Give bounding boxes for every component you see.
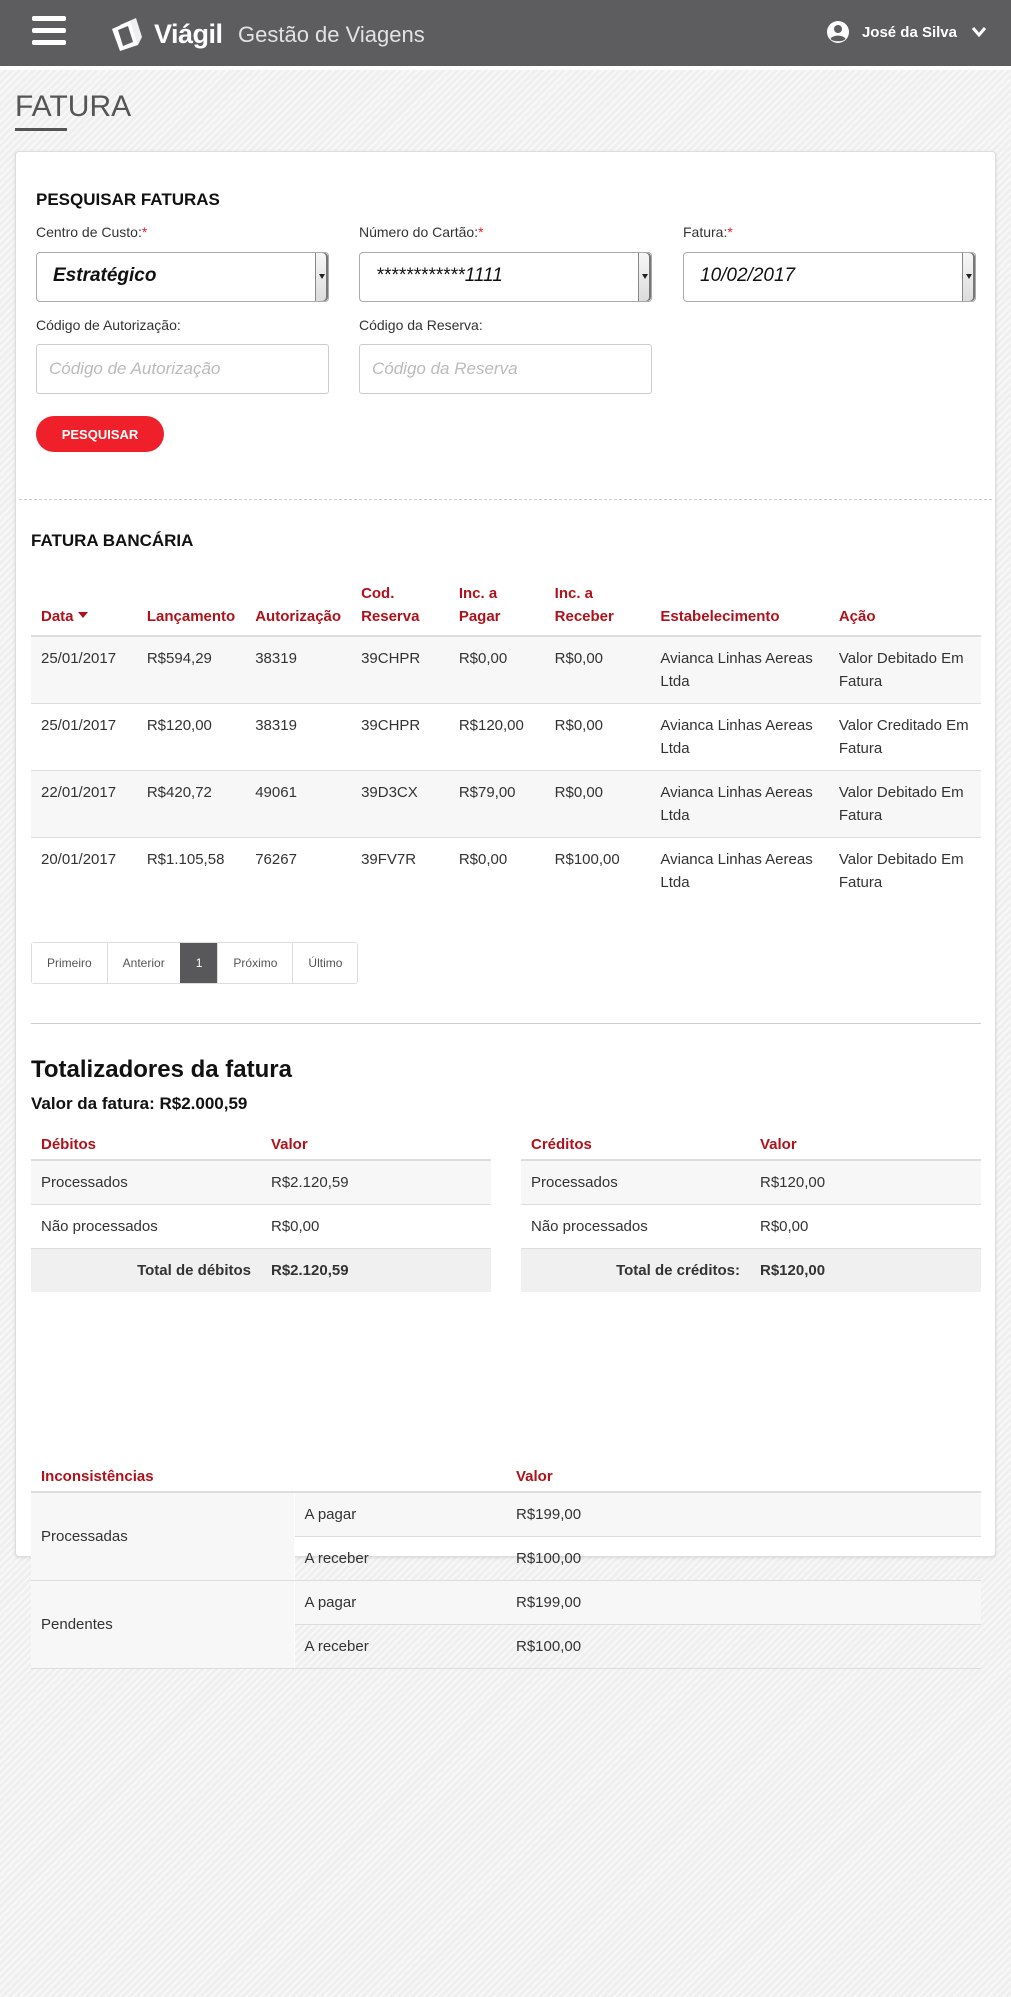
credits-processed-value: R$120,00 xyxy=(750,1160,981,1204)
cell-inc-receber: R$0,00 xyxy=(545,704,651,771)
column-header-acao[interactable]: Ação xyxy=(829,582,981,636)
debits-header: Débitos xyxy=(31,1128,261,1160)
credits-unprocessed-value: R$0,00 xyxy=(750,1204,981,1248)
cell-cod-reserva: 39D3CX xyxy=(351,771,449,838)
invoice-total-value: Valor da fatura: R$2.000,59 xyxy=(31,1094,248,1113)
cell-inc-pagar: R$120,00 xyxy=(449,704,545,771)
dropdown-arrow-icon[interactable] xyxy=(962,253,975,301)
page-prev-button[interactable]: Anterior xyxy=(107,943,180,983)
table-row xyxy=(521,1248,981,1292)
debits-table xyxy=(31,1128,491,1292)
cell-autorizacao: 76267 xyxy=(255,851,297,868)
top-bar xyxy=(0,0,1011,70)
page-current-button[interactable]: 1 xyxy=(180,943,218,983)
invoice-label: Fatura:* xyxy=(683,224,733,240)
cost-center-label: Centro de Custo:* xyxy=(36,224,148,240)
cell-autorizacao: 49061 xyxy=(245,771,351,838)
user-name: José da Silva xyxy=(861,23,957,41)
cell-data: 25/01/2017 xyxy=(31,704,137,771)
search-button[interactable]: PESQUISAR xyxy=(36,416,164,452)
cell-inc-pagar: R$79,00 xyxy=(449,771,545,838)
column-header-lancamento[interactable]: Lançamento xyxy=(137,582,245,636)
table-row xyxy=(31,1492,981,1536)
table-row xyxy=(521,1204,981,1248)
invoice-panel xyxy=(15,151,996,1655)
cell-inc-receber: R$0,00 xyxy=(545,636,651,704)
page-title: FATURA xyxy=(15,90,132,123)
inconsistency-receive-value: R$100,00 xyxy=(506,1624,981,1668)
dropdown-arrow-icon[interactable] xyxy=(315,253,328,301)
booking-code-input[interactable] xyxy=(359,344,652,394)
table-row xyxy=(31,1160,491,1204)
invoice-value: 10/02/2017 xyxy=(700,265,796,286)
inconsistency-pay-label: A pagar xyxy=(294,1492,506,1536)
cell-cod-reserva: 39CHPR xyxy=(351,636,449,704)
pagination xyxy=(31,942,358,984)
column-header-cod-reserva[interactable]: Cod. Reserva xyxy=(351,582,449,636)
section-divider xyxy=(19,499,992,500)
table-header-row xyxy=(521,1128,981,1160)
cell-data: 22/01/2017 xyxy=(31,771,137,838)
credits-unprocessed-label: Não processados xyxy=(521,1204,750,1248)
brand-logo-icon xyxy=(108,15,150,53)
debits-unprocessed-label: Não processados xyxy=(31,1204,261,1248)
table-row xyxy=(521,1160,981,1204)
card-number-select[interactable] xyxy=(359,252,652,302)
auth-code-input[interactable] xyxy=(36,344,329,394)
invoice-select[interactable] xyxy=(683,252,976,302)
totals-divider xyxy=(31,1023,981,1024)
debits-processed-value: R$2.120,59 xyxy=(261,1160,491,1204)
cell-estabelecimento: Avianca Linhas Aereas Ltda xyxy=(650,704,828,771)
cell-data: 25/01/2017 xyxy=(31,636,137,704)
cell-lancamento: R$1.105,58 xyxy=(146,851,225,868)
chevron-down-icon xyxy=(971,26,987,38)
column-header-inc-pagar[interactable]: Inc. a Pagar xyxy=(449,582,545,636)
cell-autorizacao: 38319 xyxy=(245,636,351,704)
cell-acao: Valor Debitado Em Fatura xyxy=(838,851,964,891)
credits-header: Créditos xyxy=(521,1128,750,1160)
totals-title: Totalizadores da fatura xyxy=(31,1056,292,1083)
table-row xyxy=(31,1580,981,1624)
app-title: Gestão de Viagens xyxy=(238,22,425,47)
user-menu[interactable] xyxy=(826,20,987,44)
cell-inc-pagar: R$0,00 xyxy=(458,851,508,868)
column-header-data[interactable]: Data xyxy=(31,582,137,636)
cost-center-select[interactable] xyxy=(36,252,329,302)
booking-code-label: Código da Reserva: xyxy=(359,317,483,333)
table-row xyxy=(31,704,981,771)
table-header-row xyxy=(31,1128,491,1160)
inconsistencies-value-header: Valor xyxy=(506,1460,981,1492)
inconsistency-receive-label: A receber xyxy=(294,1536,506,1580)
inconsistency-receive-value: R$100,00 xyxy=(506,1536,981,1580)
table-header-row xyxy=(31,582,981,636)
card-number-label: Número do Cartão:* xyxy=(359,224,484,240)
credits-total-label: Total de créditos: xyxy=(521,1248,750,1292)
required-mark: * xyxy=(478,224,484,240)
inconsistency-group-label: Processadas xyxy=(31,1492,294,1580)
dropdown-arrow-icon[interactable] xyxy=(638,253,651,301)
cell-acao: Valor Creditado Em Fatura xyxy=(829,704,981,771)
page-last-button[interactable]: Último xyxy=(292,943,357,983)
cell-estabelecimento: Avianca Linhas Aereas Ltda xyxy=(650,636,828,704)
credits-value-header: Valor xyxy=(750,1128,981,1160)
column-header-autorizacao[interactable]: Autorização xyxy=(245,582,351,636)
inconsistency-pay-value: R$199,00 xyxy=(506,1492,981,1536)
debits-unprocessed-value: R$0,00 xyxy=(261,1204,491,1248)
column-header-inc-receber[interactable]: Inc. a Receber xyxy=(545,582,651,636)
table-row xyxy=(31,1248,491,1292)
table-header-row xyxy=(31,1460,981,1492)
cell-data: 20/01/2017 xyxy=(41,851,117,868)
menu-icon[interactable] xyxy=(32,16,68,48)
page-first-button[interactable]: Primeiro xyxy=(32,943,107,983)
inconsistency-group-label: Pendentes xyxy=(31,1580,294,1668)
cell-autorizacao: 38319 xyxy=(245,704,351,771)
cell-cod-reserva: 39CHPR xyxy=(351,704,449,771)
required-mark: * xyxy=(141,224,148,240)
cell-estabelecimento: Avianca Linhas Aereas Ltda xyxy=(660,851,813,891)
page-next-button[interactable]: Próximo xyxy=(217,943,292,983)
bank-invoice-table xyxy=(31,582,981,905)
credits-total-value: R$120,00 xyxy=(750,1248,981,1292)
table-row xyxy=(31,771,981,838)
cost-center-value: Estratégico xyxy=(53,265,157,286)
cell-cod-reserva: 39FV7R xyxy=(361,851,417,868)
auth-code-label: Código de Autorização: xyxy=(36,317,181,333)
cell-acao: Valor Debitado Em Fatura xyxy=(829,636,981,704)
inconsistency-receive-label: A receber xyxy=(294,1624,506,1668)
debits-processed-label: Processados xyxy=(31,1160,261,1204)
search-section-title: PESQUISAR FATURAS xyxy=(36,190,220,209)
cell-lancamento: R$594,29 xyxy=(137,636,245,704)
cell-estabelecimento: Avianca Linhas Aereas Ltda xyxy=(650,771,828,838)
column-header-estabelecimento[interactable]: Estabelecimento xyxy=(650,582,828,636)
card-number-value: ************1111 xyxy=(376,265,503,286)
inconsistencies-header: Inconsistências xyxy=(31,1460,506,1492)
bank-invoice-title: FATURA BANCÁRIA xyxy=(31,531,194,550)
page-title-underline xyxy=(15,128,67,131)
cell-lancamento: R$120,00 xyxy=(137,704,245,771)
cell-lancamento: R$420,72 xyxy=(137,771,245,838)
inconsistencies-table xyxy=(31,1460,981,1669)
required-mark: * xyxy=(727,224,733,240)
inconsistency-pay-label: A pagar xyxy=(294,1580,506,1624)
table-row xyxy=(31,636,981,704)
table-row xyxy=(31,1204,491,1248)
inconsistency-pay-value: R$199,00 xyxy=(506,1580,981,1624)
cell-inc-pagar: R$0,00 xyxy=(449,636,545,704)
debits-total-value: R$2.120,59 xyxy=(261,1248,491,1292)
sort-desc-icon xyxy=(78,612,88,618)
table-row xyxy=(31,838,981,905)
credits-table xyxy=(521,1128,981,1292)
cell-acao: Valor Debitado Em Fatura xyxy=(829,771,981,838)
debits-total-label: Total de débitos xyxy=(31,1248,261,1292)
user-icon xyxy=(826,20,850,44)
brand-logo[interactable] xyxy=(108,14,223,54)
cell-inc-receber: R$100,00 xyxy=(554,851,620,868)
brand-name: Viágil xyxy=(154,18,223,49)
cell-inc-receber: R$0,00 xyxy=(545,771,651,838)
credits-processed-label: Processados xyxy=(521,1160,750,1204)
debits-value-header: Valor xyxy=(261,1128,491,1160)
